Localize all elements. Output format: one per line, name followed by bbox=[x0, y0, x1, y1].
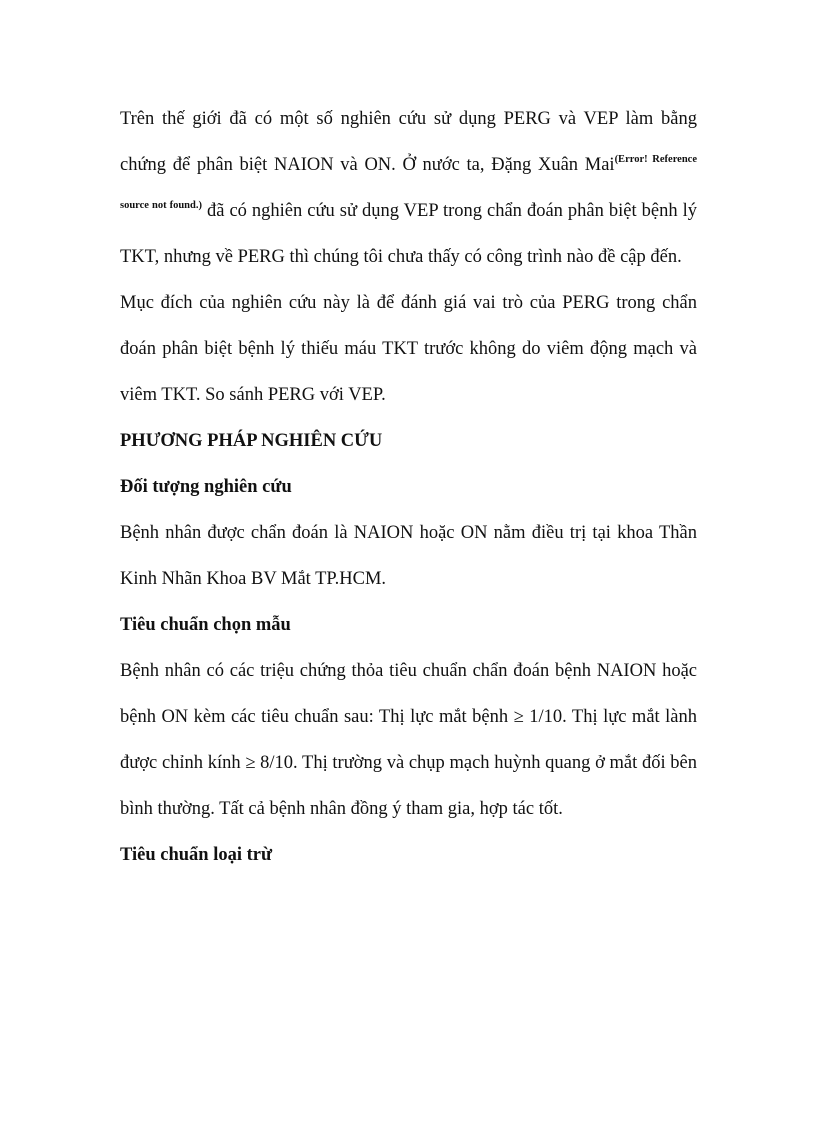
paragraph-subjects: Bệnh nhân được chẩn đoán là NAION hoặc ON nằm điều trị tại khoa Thần Kinh Nhãn Khoa BV Mắt TP.HCM. bbox=[120, 523, 697, 589]
subheading-exclusion-criteria: Tiêu chuẩn loại trừ bbox=[120, 845, 273, 865]
paragraph-inclusion-criteria: Bệnh nhân có các triệu chứng thỏa tiêu chuẩn chẩn đoán bệnh NAION hoặc bệnh ON kèm các tiêu chuẩn sau: Thị lực mắt bệnh ≥ 1/10. Thị lực mắt lành được chỉnh kính ≥ 8/10. Thị trường và chụp mạch huỳnh quang ở mắt đối bên bình thường. Tất cả bệnh nhân đồng ý tham gia, hợp tác tốt. bbox=[120, 661, 697, 819]
subheading-subjects: Đối tượng nghiên cứu bbox=[120, 477, 292, 497]
section-heading-methods: PHƯƠNG PHÁP NGHIÊN CỨU bbox=[120, 431, 383, 451]
paragraph-intro-text-b: đã có nghiên cứu sử dụng VEP trong chẩn đoán phân biệt bệnh lý TKT, nhưng về PERG thì chúng tôi chưa thấy có công trình nào đề cập đến. bbox=[120, 201, 697, 267]
document-body bbox=[120, 96, 697, 878]
paragraph-intro bbox=[120, 96, 697, 280]
paragraph-intro-text-a: Trên thế giới đã có một số nghiên cứu sử dụng PERG và VEP làm bằng chứng để phân biệt NAION và ON. Ở nước ta, Đặng Xuân Mai bbox=[120, 109, 697, 175]
subheading-inclusion-criteria: Tiêu chuẩn chọn mẫu bbox=[120, 615, 291, 635]
paragraph-purpose: Mục đích của nghiên cứu này là để đánh giá vai trò của PERG trong chẩn đoán phân biệt bệnh lý thiếu máu TKT trước không do viêm động mạch và viêm TKT. So sánh PERG với VEP. bbox=[120, 293, 697, 405]
reference-error-note: (Error! Reference source not found.) bbox=[120, 154, 697, 211]
